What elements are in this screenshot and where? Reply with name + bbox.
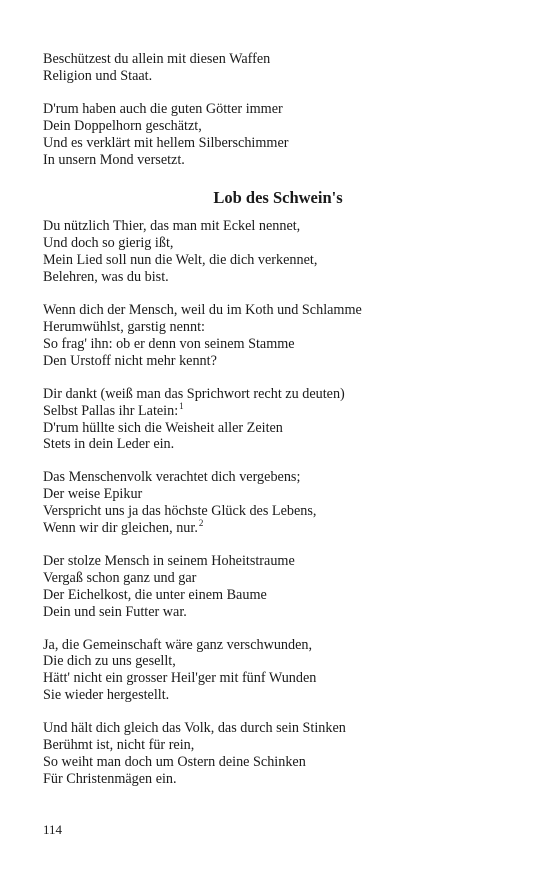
page-body <box>43 51 513 804</box>
verse-text: Selbst Pallas ihr Latein: <box>43 402 179 419</box>
footnote-mark-1[interactable]: 1 <box>179 400 184 411</box>
verse-line: Herumwühlst, garstig nennt: <box>43 318 205 335</box>
verse-line: Berühmt ist, nicht für rein, <box>43 737 195 754</box>
verse-line: Wenn dich der Mensch, weil du im Koth und Schlamme <box>43 302 362 319</box>
verse-line: Religion und Staat. <box>43 67 153 84</box>
verse-line: Für Christenmägen ein. <box>43 770 177 787</box>
page-number: 114 <box>43 822 63 837</box>
verse-line: Und doch so gierig ißt, <box>43 235 174 252</box>
verse-line: Und hält dich gleich das Volk, das durch sein Stinken <box>43 720 346 737</box>
poem-title: Lob des Schwein's <box>213 188 343 208</box>
verse-line: D'rum haben auch die guten Götter immer <box>43 100 283 117</box>
stanza-intro-2 <box>43 101 513 169</box>
verse-line: Und es verklärt mit hellem Silberschimmer <box>43 134 289 151</box>
verse-line: Die dich zu uns gesellt, <box>43 653 176 670</box>
verse-line: Verspricht uns ja das höchste Glück des Lebens, <box>43 503 317 520</box>
verse-line: Sie wieder hergestellt. <box>43 687 170 704</box>
verse-line: Du nützlich Thier, das man mit Eckel nennet, <box>43 218 301 235</box>
verse-line-with-footnote <box>43 400 513 420</box>
verse-line: Dein Doppelhorn geschätzt, <box>43 117 202 134</box>
stanza-intro-1 <box>43 51 513 85</box>
verse-text: Wenn wir dir gleichen, nur. <box>43 520 198 537</box>
verse-line: Hätt' nicht ein grosser Heil'ger mit fünf Wunden <box>43 670 317 687</box>
stanza-3 <box>43 386 513 454</box>
verse-line: Stets in dein Leder ein. <box>43 436 175 453</box>
footnote-mark-2[interactable]: 2 <box>198 518 204 529</box>
verse-line: In unsern Mond versetzt. <box>43 151 185 168</box>
verse-line: Ja, die Gemeinschaft wäre ganz verschwunden, <box>43 636 313 653</box>
stanza-1 <box>43 218 513 286</box>
verse-line: Dein und sein Futter war. <box>43 603 187 620</box>
verse-line: Das Menschenvolk verachtet dich vergebens; <box>43 469 301 486</box>
verse-line: Beschützest du allein mit diesen Waffen <box>43 51 271 67</box>
verse-line-with-footnote <box>43 520 513 537</box>
verse-line: Vergaß schon ganz und gar <box>43 569 197 586</box>
stanza-5 <box>43 553 513 621</box>
verse-line: D'rum hüllte sich die Weisheit aller Zeiten <box>43 419 283 436</box>
verse-line: Der Eichelkost, die unter einem Baume <box>43 586 267 603</box>
verse-line: So frag' ihn: ob er denn von seinem Stamme <box>43 335 295 352</box>
verse-line: Den Urstoff nicht mehr kennt? <box>43 352 217 369</box>
stanza-6 <box>43 637 513 705</box>
verse-line: Dir dankt (weiß man das Sprichwort recht zu deuten) <box>43 385 345 402</box>
stanza-2 <box>43 302 513 370</box>
verse-line: Der weise Epikur <box>43 486 143 503</box>
verse-line: Belehren, was du bist. <box>43 269 169 286</box>
verse-line: Mein Lied soll nun die Welt, die dich verkennet, <box>43 252 318 269</box>
stanza-4 <box>43 469 513 537</box>
verse-line: So weiht man doch um Ostern deine Schinken <box>43 754 306 770</box>
verse-line: Der stolze Mensch in seinem Hoheitstraume <box>43 552 295 569</box>
stanza-7 <box>43 720 513 788</box>
